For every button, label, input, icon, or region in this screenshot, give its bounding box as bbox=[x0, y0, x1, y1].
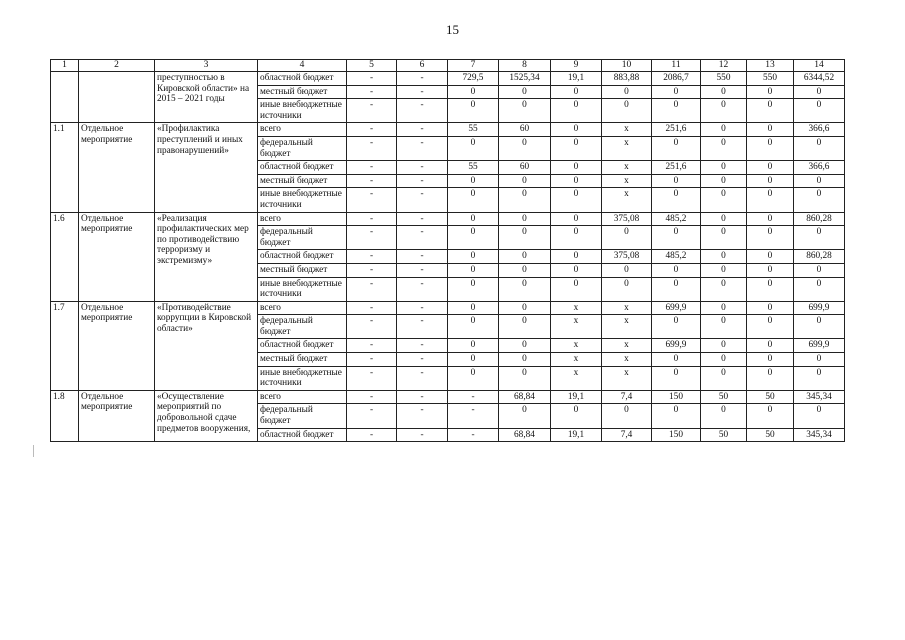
value-cell: 860,28 bbox=[794, 250, 845, 264]
value-cell: 0 bbox=[551, 212, 602, 226]
value-cell: 0 bbox=[602, 277, 652, 301]
value-cell: x bbox=[602, 301, 652, 315]
value-cell: - bbox=[397, 263, 448, 277]
value-cell: x bbox=[551, 366, 602, 390]
measure-name-cell: «Реализация профилактических мер по противодействию терроризму и экстремизму» bbox=[155, 212, 258, 301]
value-cell: 0 bbox=[747, 85, 794, 99]
value-cell: 0 bbox=[551, 174, 602, 188]
value-cell: - bbox=[347, 263, 397, 277]
value-cell: 0 bbox=[448, 301, 499, 315]
value-cell: 68,84 bbox=[499, 390, 551, 404]
value-cell: - bbox=[347, 301, 397, 315]
value-cell: - bbox=[347, 99, 397, 123]
value-cell: 0 bbox=[499, 212, 551, 226]
value-cell: 366,6 bbox=[794, 123, 845, 137]
measure-name-cell: «Осуществление мероприятий по добровольной сдаче предметов вооружения, bbox=[155, 390, 258, 441]
value-cell: 0 bbox=[701, 353, 747, 367]
funding-source-cell: областной бюджет bbox=[258, 250, 347, 264]
value-cell: 0 bbox=[747, 250, 794, 264]
value-cell: - bbox=[397, 99, 448, 123]
table-row bbox=[51, 72, 845, 86]
value-cell: 50 bbox=[747, 390, 794, 404]
value-cell: 0 bbox=[499, 174, 551, 188]
value-cell: 729,5 bbox=[448, 72, 499, 86]
header-cell: 8 bbox=[499, 60, 551, 72]
value-cell: 0 bbox=[701, 85, 747, 99]
value-cell: 0 bbox=[448, 315, 499, 339]
table-row bbox=[51, 123, 845, 137]
value-cell: 0 bbox=[499, 277, 551, 301]
value-cell: 699,9 bbox=[652, 301, 701, 315]
scan-artifact bbox=[33, 445, 34, 457]
measure-type-cell: Отдельное мероприятие bbox=[79, 390, 155, 441]
value-cell: 0 bbox=[448, 85, 499, 99]
value-cell: 0 bbox=[448, 277, 499, 301]
value-cell: 0 bbox=[794, 263, 845, 277]
value-cell: x bbox=[602, 353, 652, 367]
measure-number-cell: 1.1 bbox=[51, 123, 79, 212]
value-cell: 1525,34 bbox=[499, 72, 551, 86]
value-cell: - bbox=[347, 161, 397, 175]
value-cell: - bbox=[448, 428, 499, 442]
value-cell: 0 bbox=[551, 136, 602, 160]
funding-source-cell: местный бюджет bbox=[258, 353, 347, 367]
value-cell: 0 bbox=[652, 353, 701, 367]
funding-source-cell: федеральный бюджет bbox=[258, 226, 347, 250]
measure-number-cell: 1.7 bbox=[51, 301, 79, 390]
value-cell: 0 bbox=[701, 366, 747, 390]
funding-source-cell: местный бюджет bbox=[258, 174, 347, 188]
value-cell: 0 bbox=[551, 263, 602, 277]
header-row bbox=[51, 60, 845, 72]
value-cell: 0 bbox=[794, 188, 845, 212]
value-cell: 0 bbox=[794, 353, 845, 367]
value-cell: 0 bbox=[652, 263, 701, 277]
header-cell: 3 bbox=[155, 60, 258, 72]
value-cell: 0 bbox=[448, 136, 499, 160]
funding-source-cell: федеральный бюджет bbox=[258, 136, 347, 160]
value-cell: 0 bbox=[794, 366, 845, 390]
value-cell: 0 bbox=[499, 315, 551, 339]
value-cell: 699,9 bbox=[652, 339, 701, 353]
value-cell: 0 bbox=[747, 301, 794, 315]
value-cell: 375,08 bbox=[602, 250, 652, 264]
value-cell: 0 bbox=[747, 123, 794, 137]
value-cell: 0 bbox=[652, 315, 701, 339]
value-cell: 0 bbox=[794, 174, 845, 188]
value-cell: 0 bbox=[499, 226, 551, 250]
value-cell: 0 bbox=[701, 277, 747, 301]
value-cell: 0 bbox=[652, 188, 701, 212]
value-cell: 0 bbox=[794, 136, 845, 160]
value-cell: 0 bbox=[652, 99, 701, 123]
value-cell: 366,6 bbox=[794, 161, 845, 175]
value-cell: x bbox=[602, 136, 652, 160]
value-cell: 0 bbox=[701, 136, 747, 160]
table-row bbox=[51, 301, 845, 315]
value-cell: 0 bbox=[448, 339, 499, 353]
value-cell: 0 bbox=[551, 188, 602, 212]
funding-source-cell: всего bbox=[258, 390, 347, 404]
header-cell: 9 bbox=[551, 60, 602, 72]
value-cell: 0 bbox=[701, 99, 747, 123]
measure-type-cell: Отдельное мероприятие bbox=[79, 123, 155, 212]
header-cell: 14 bbox=[794, 60, 845, 72]
value-cell: 0 bbox=[701, 301, 747, 315]
value-cell: 0 bbox=[794, 85, 845, 99]
value-cell: x bbox=[602, 366, 652, 390]
value-cell: 251,6 bbox=[652, 123, 701, 137]
value-cell: 0 bbox=[499, 404, 551, 428]
value-cell: - bbox=[347, 277, 397, 301]
measure-type-cell bbox=[79, 72, 155, 123]
value-cell: 6344,52 bbox=[794, 72, 845, 86]
table-row bbox=[51, 212, 845, 226]
value-cell: 0 bbox=[701, 339, 747, 353]
value-cell: 0 bbox=[794, 404, 845, 428]
value-cell: 0 bbox=[747, 188, 794, 212]
value-cell: 550 bbox=[747, 72, 794, 86]
value-cell: 0 bbox=[551, 277, 602, 301]
value-cell: - bbox=[397, 301, 448, 315]
value-cell: 0 bbox=[448, 99, 499, 123]
value-cell: x bbox=[551, 301, 602, 315]
value-cell: 19,1 bbox=[551, 428, 602, 442]
measure-number-cell: 1.6 bbox=[51, 212, 79, 301]
measure-type-cell: Отдельное мероприятие bbox=[79, 301, 155, 390]
value-cell: - bbox=[448, 390, 499, 404]
value-cell: 0 bbox=[499, 188, 551, 212]
value-cell: - bbox=[347, 390, 397, 404]
value-cell: 0 bbox=[794, 99, 845, 123]
value-cell: 50 bbox=[701, 428, 747, 442]
value-cell: 0 bbox=[448, 366, 499, 390]
value-cell: - bbox=[397, 72, 448, 86]
value-cell: - bbox=[347, 226, 397, 250]
header-cell: 11 bbox=[652, 60, 701, 72]
funding-source-cell: областной бюджет bbox=[258, 428, 347, 442]
value-cell: 68,84 bbox=[499, 428, 551, 442]
value-cell: 0 bbox=[551, 250, 602, 264]
measure-number-cell: 1.8 bbox=[51, 390, 79, 441]
value-cell: 0 bbox=[499, 99, 551, 123]
value-cell: 0 bbox=[652, 226, 701, 250]
header-cell: 1 bbox=[51, 60, 79, 72]
value-cell: - bbox=[347, 136, 397, 160]
value-cell: x bbox=[602, 315, 652, 339]
value-cell: 0 bbox=[602, 85, 652, 99]
value-cell: - bbox=[397, 136, 448, 160]
value-cell: - bbox=[347, 404, 397, 428]
value-cell: 0 bbox=[747, 174, 794, 188]
value-cell: - bbox=[397, 250, 448, 264]
value-cell: 0 bbox=[747, 277, 794, 301]
value-cell: 19,1 bbox=[551, 72, 602, 86]
value-cell: - bbox=[397, 226, 448, 250]
value-cell: - bbox=[397, 390, 448, 404]
value-cell: 0 bbox=[551, 161, 602, 175]
value-cell: 0 bbox=[747, 136, 794, 160]
value-cell: 0 bbox=[747, 226, 794, 250]
funding-source-cell: местный бюджет bbox=[258, 85, 347, 99]
header-cell: 2 bbox=[79, 60, 155, 72]
value-cell: 0 bbox=[794, 277, 845, 301]
header-cell: 4 bbox=[258, 60, 347, 72]
value-cell: 0 bbox=[747, 366, 794, 390]
value-cell: 0 bbox=[448, 250, 499, 264]
value-cell: 150 bbox=[652, 390, 701, 404]
value-cell: 375,08 bbox=[602, 212, 652, 226]
value-cell: - bbox=[397, 174, 448, 188]
value-cell: 883,88 bbox=[602, 72, 652, 86]
value-cell: x bbox=[551, 315, 602, 339]
value-cell: 0 bbox=[747, 99, 794, 123]
value-cell: 0 bbox=[551, 85, 602, 99]
value-cell: - bbox=[397, 315, 448, 339]
value-cell: 485,2 bbox=[652, 250, 701, 264]
value-cell: 0 bbox=[499, 339, 551, 353]
value-cell: 0 bbox=[701, 123, 747, 137]
value-cell: - bbox=[347, 339, 397, 353]
value-cell: 60 bbox=[499, 123, 551, 137]
value-cell: - bbox=[397, 123, 448, 137]
value-cell: - bbox=[347, 353, 397, 367]
value-cell: 0 bbox=[499, 366, 551, 390]
value-cell: 0 bbox=[701, 174, 747, 188]
value-cell: 0 bbox=[701, 263, 747, 277]
value-cell: 0 bbox=[499, 301, 551, 315]
page-number: 15 bbox=[446, 22, 459, 37]
value-cell: 0 bbox=[701, 315, 747, 339]
funding-source-cell: местный бюджет bbox=[258, 263, 347, 277]
value-cell: - bbox=[397, 339, 448, 353]
measure-name-cell: «Противодействие коррупции в Кировской области» bbox=[155, 301, 258, 390]
funding-source-cell: федеральный бюджет bbox=[258, 315, 347, 339]
header-cell: 10 bbox=[602, 60, 652, 72]
measure-name-cell: преступностью в Кировской области» на 2015 – 2021 годы bbox=[155, 72, 258, 123]
value-cell: 0 bbox=[448, 174, 499, 188]
value-cell: 0 bbox=[701, 250, 747, 264]
funding-source-cell: иные внебюджетные источники bbox=[258, 188, 347, 212]
value-cell: - bbox=[347, 428, 397, 442]
header-cell: 12 bbox=[701, 60, 747, 72]
value-cell: 0 bbox=[747, 263, 794, 277]
value-cell: 699,9 bbox=[794, 339, 845, 353]
value-cell: 0 bbox=[448, 188, 499, 212]
value-cell: - bbox=[347, 123, 397, 137]
value-cell: 860,28 bbox=[794, 212, 845, 226]
funding-source-cell: федеральный бюджет bbox=[258, 404, 347, 428]
value-cell: 0 bbox=[747, 353, 794, 367]
value-cell: 7,4 bbox=[602, 390, 652, 404]
measure-number-cell bbox=[51, 72, 79, 123]
funding-source-cell: всего bbox=[258, 123, 347, 137]
value-cell: - bbox=[397, 428, 448, 442]
value-cell: - bbox=[347, 212, 397, 226]
value-cell: 0 bbox=[652, 174, 701, 188]
value-cell: 0 bbox=[499, 85, 551, 99]
value-cell: 0 bbox=[448, 353, 499, 367]
value-cell: 0 bbox=[499, 136, 551, 160]
value-cell: - bbox=[347, 174, 397, 188]
value-cell: 0 bbox=[652, 136, 701, 160]
value-cell: - bbox=[347, 188, 397, 212]
value-cell: 55 bbox=[448, 161, 499, 175]
value-cell: 0 bbox=[701, 404, 747, 428]
value-cell: 0 bbox=[551, 99, 602, 123]
value-cell: 345,34 bbox=[794, 428, 845, 442]
value-cell: 0 bbox=[747, 315, 794, 339]
value-cell: 0 bbox=[652, 366, 701, 390]
value-cell: 699,9 bbox=[794, 301, 845, 315]
header-cell: 13 bbox=[747, 60, 794, 72]
funding-source-cell: всего bbox=[258, 301, 347, 315]
value-cell: 0 bbox=[551, 404, 602, 428]
value-cell: 150 bbox=[652, 428, 701, 442]
value-cell: x bbox=[602, 339, 652, 353]
value-cell: - bbox=[448, 404, 499, 428]
value-cell: x bbox=[602, 123, 652, 137]
table-row bbox=[51, 390, 845, 404]
value-cell: - bbox=[347, 85, 397, 99]
value-cell: 0 bbox=[747, 404, 794, 428]
value-cell: - bbox=[397, 353, 448, 367]
value-cell: 0 bbox=[499, 353, 551, 367]
value-cell: 7,4 bbox=[602, 428, 652, 442]
value-cell: 55 bbox=[448, 123, 499, 137]
value-cell: 0 bbox=[747, 161, 794, 175]
funding-source-cell: областной бюджет bbox=[258, 161, 347, 175]
value-cell: - bbox=[397, 366, 448, 390]
header-cell: 5 bbox=[347, 60, 397, 72]
value-cell: - bbox=[347, 366, 397, 390]
value-cell: 0 bbox=[747, 339, 794, 353]
value-cell: - bbox=[397, 85, 448, 99]
header-cell: 7 bbox=[448, 60, 499, 72]
value-cell: 485,2 bbox=[652, 212, 701, 226]
value-cell: 0 bbox=[448, 212, 499, 226]
value-cell: 0 bbox=[652, 404, 701, 428]
value-cell: 550 bbox=[701, 72, 747, 86]
budget-table bbox=[50, 59, 845, 442]
value-cell: 0 bbox=[499, 250, 551, 264]
value-cell: 0 bbox=[652, 277, 701, 301]
value-cell: - bbox=[397, 161, 448, 175]
value-cell: 0 bbox=[701, 212, 747, 226]
header-cell: 6 bbox=[397, 60, 448, 72]
value-cell: 0 bbox=[794, 226, 845, 250]
value-cell: - bbox=[347, 72, 397, 86]
value-cell: - bbox=[347, 250, 397, 264]
value-cell: 0 bbox=[701, 226, 747, 250]
value-cell: 0 bbox=[794, 315, 845, 339]
value-cell: x bbox=[602, 174, 652, 188]
value-cell: 0 bbox=[499, 263, 551, 277]
funding-source-cell: областной бюджет bbox=[258, 339, 347, 353]
value-cell: x bbox=[551, 339, 602, 353]
value-cell: 50 bbox=[747, 428, 794, 442]
value-cell: 0 bbox=[701, 188, 747, 212]
funding-source-cell: иные внебюджетные источники bbox=[258, 366, 347, 390]
funding-source-cell: иные внебюджетные источники bbox=[258, 99, 347, 123]
value-cell: - bbox=[397, 404, 448, 428]
value-cell: - bbox=[397, 277, 448, 301]
value-cell: 251,6 bbox=[652, 161, 701, 175]
value-cell: - bbox=[347, 315, 397, 339]
value-cell: 60 bbox=[499, 161, 551, 175]
value-cell: 0 bbox=[747, 212, 794, 226]
value-cell: 0 bbox=[551, 226, 602, 250]
funding-source-cell: областной бюджет bbox=[258, 72, 347, 86]
value-cell: 2086,7 bbox=[652, 72, 701, 86]
value-cell: 345,34 bbox=[794, 390, 845, 404]
value-cell: 0 bbox=[701, 161, 747, 175]
value-cell: 19,1 bbox=[551, 390, 602, 404]
measure-type-cell: Отдельное мероприятие bbox=[79, 212, 155, 301]
funding-source-cell: всего bbox=[258, 212, 347, 226]
value-cell: 0 bbox=[652, 85, 701, 99]
value-cell: x bbox=[602, 188, 652, 212]
value-cell: x bbox=[551, 353, 602, 367]
measure-name-cell: «Профилактика преступлений и иных правонарушений» bbox=[155, 123, 258, 212]
funding-source-cell: иные внебюджетные источники bbox=[258, 277, 347, 301]
value-cell: 0 bbox=[602, 99, 652, 123]
value-cell: - bbox=[397, 188, 448, 212]
value-cell: 50 bbox=[701, 390, 747, 404]
value-cell: 0 bbox=[448, 263, 499, 277]
value-cell: - bbox=[397, 212, 448, 226]
value-cell: 0 bbox=[551, 123, 602, 137]
value-cell: x bbox=[602, 161, 652, 175]
value-cell: 0 bbox=[448, 226, 499, 250]
value-cell: 0 bbox=[602, 263, 652, 277]
value-cell: 0 bbox=[602, 404, 652, 428]
value-cell: 0 bbox=[602, 226, 652, 250]
